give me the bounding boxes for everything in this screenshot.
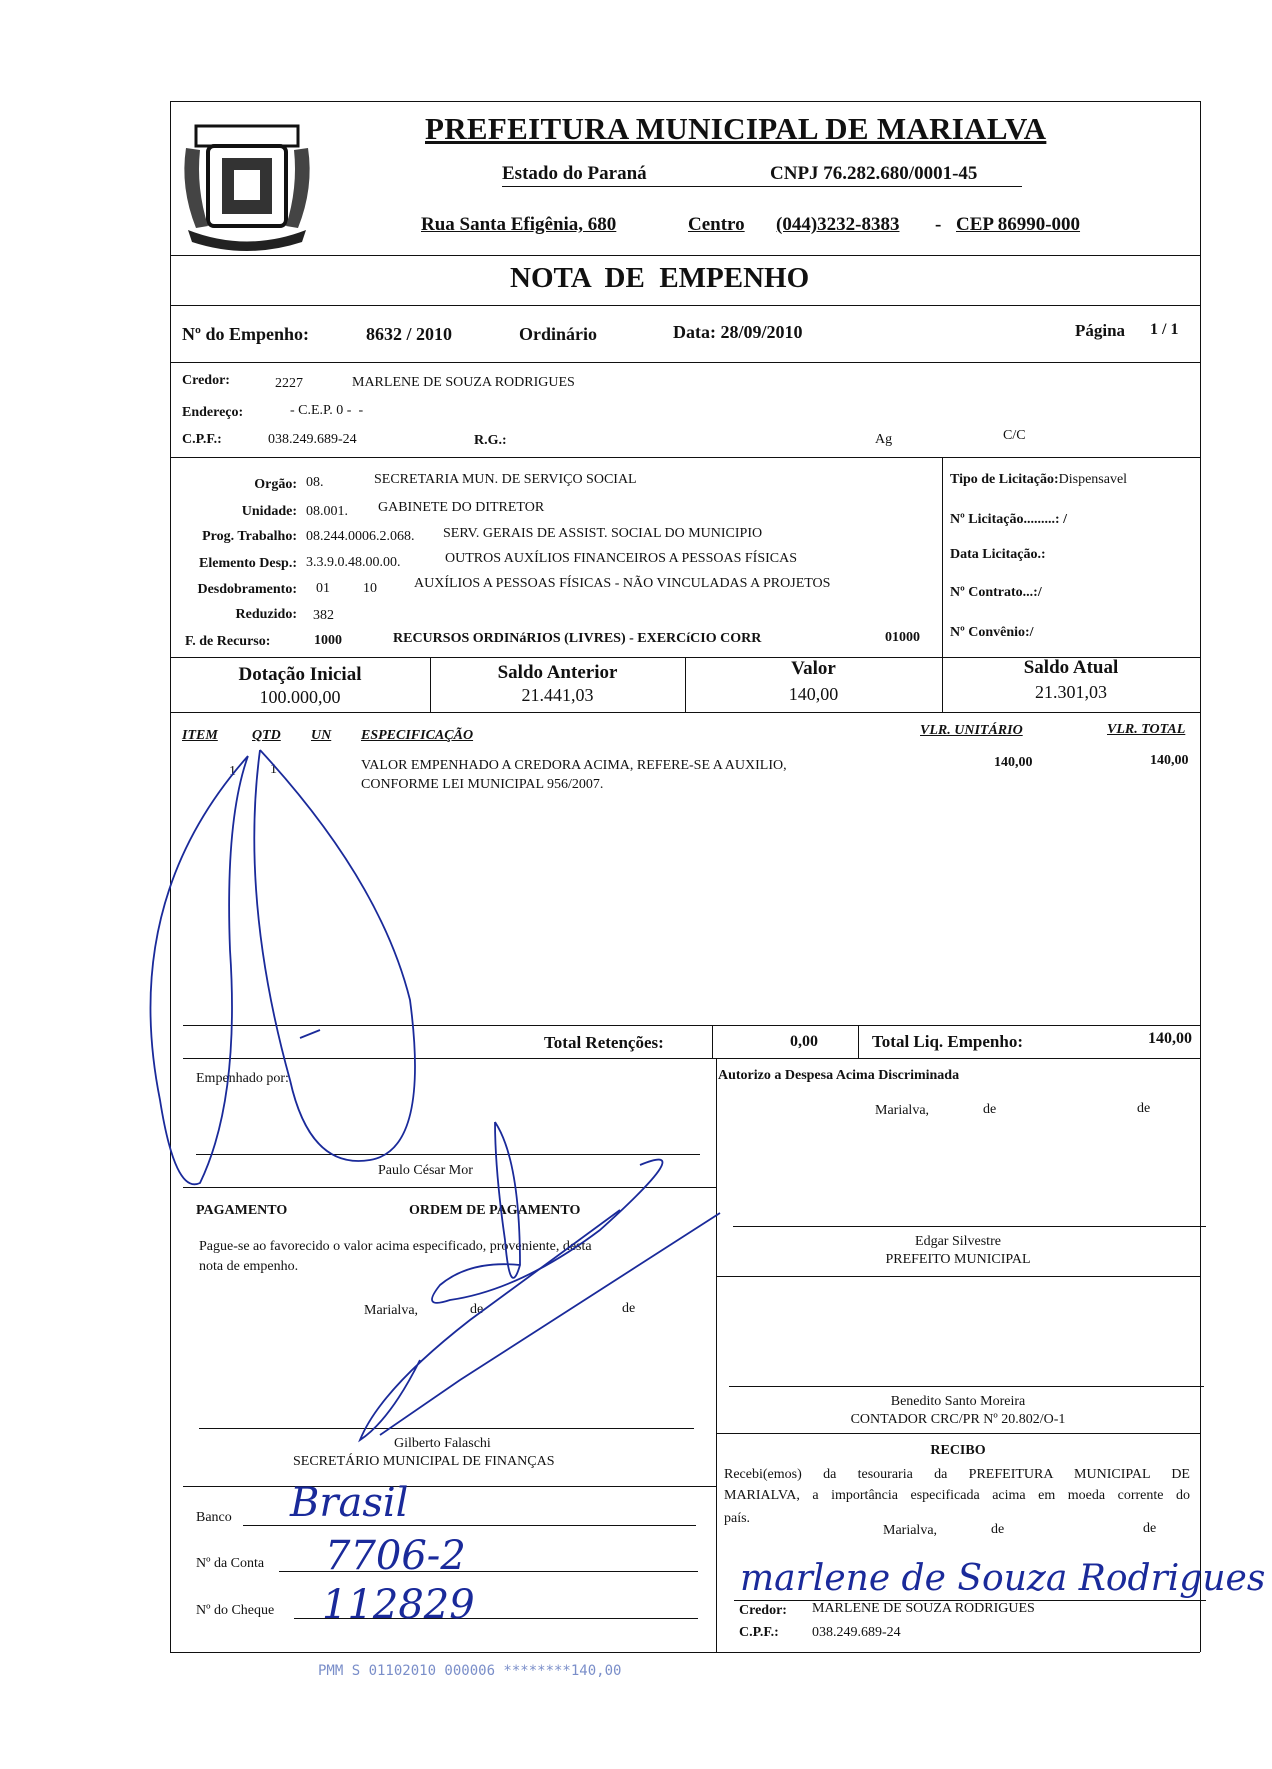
empenhado-label: Empenhado por: bbox=[196, 1071, 289, 1086]
contador-nome: Benedito Santo Moreira bbox=[890, 1394, 1026, 1409]
unidade-label: Unidade: bbox=[241, 504, 297, 519]
recibo-cpf-label: C.P.F.: bbox=[739, 1625, 779, 1640]
prog-name: SERV. GERAIS DE ASSIST. SOCIAL DO MUNICIPIO bbox=[443, 526, 763, 541]
saldo-atual-label: Saldo Atual bbox=[1023, 657, 1119, 678]
item-total-value: 140,00 bbox=[1150, 753, 1189, 768]
saldo-anterior-label: Saldo Anterior bbox=[497, 662, 618, 683]
header-cnpj: CNPJ 76.282.680/0001-45 bbox=[770, 163, 978, 184]
ag-label: Ag bbox=[875, 432, 893, 447]
banco-value: Brasil bbox=[290, 1480, 409, 1526]
page-label: Página bbox=[1075, 321, 1126, 340]
pagamento-de2: de bbox=[622, 1301, 636, 1316]
credor-name: MARLENE DE SOUZA RODRIGUES bbox=[352, 375, 575, 390]
autorizo-de1: de bbox=[983, 1102, 997, 1117]
banco-label: Banco bbox=[196, 1510, 232, 1525]
cpf-value: 038.249.689-24 bbox=[268, 432, 357, 447]
pagamento-cidade: Marialva, bbox=[364, 1303, 419, 1318]
orgao-label: Orgão: bbox=[254, 477, 297, 492]
numero-licitacao: Nº Licitação.........: / bbox=[950, 512, 1067, 527]
col-item: ITEM bbox=[182, 728, 218, 743]
prefeito-cargo: PREFEITO MUNICIPAL bbox=[885, 1252, 1031, 1267]
recibo-texto-3: país. bbox=[724, 1511, 751, 1526]
autorizo-de2: de bbox=[1137, 1101, 1151, 1116]
item-espec-line2: CONFORME LEI MUNICIPAL 956/2007. bbox=[361, 777, 604, 792]
autorizo-label: Autorizo a Despesa Acima Discriminada bbox=[718, 1068, 960, 1083]
fonte-name: RECURSOS ORDINáRIOS (LIVRES) - EXERCíCIO CORR bbox=[393, 631, 762, 646]
prefeito-nome: Edgar Silvestre bbox=[915, 1234, 1001, 1249]
recibo-texto-2: MARIALVA, a importância especificada acima em moeda corrente do bbox=[724, 1488, 1190, 1503]
col-un: UN bbox=[311, 728, 332, 743]
conta-value: 7706-2 bbox=[325, 1533, 466, 1579]
desdobramento-label: Desdobramento: bbox=[197, 582, 297, 597]
col-valor-unitario: VLR. UNITÁRIO bbox=[920, 723, 1023, 738]
orgao-code: 08. bbox=[306, 475, 324, 490]
header-cep: CEP 86990-000 bbox=[956, 214, 1081, 235]
retencoes-value: 0,00 bbox=[790, 1033, 818, 1050]
cheque-label: Nº do Cheque bbox=[196, 1603, 275, 1618]
elemento-code: 3.3.9.0.48.00.00. bbox=[306, 555, 401, 570]
empenho-type: Ordinário bbox=[519, 324, 598, 344]
conta-label: Nº da Conta bbox=[196, 1556, 265, 1571]
fonte-code: 1000 bbox=[314, 633, 342, 648]
unidade-name: GABINETE DO DITRETOR bbox=[378, 500, 545, 515]
fonte-number: 01000 bbox=[885, 630, 920, 645]
empenhado-nome: Paulo César Mor bbox=[378, 1163, 473, 1178]
empenho-number: 8632 / 2010 bbox=[366, 324, 453, 344]
pagamento-texto-2: nota de empenho. bbox=[199, 1259, 299, 1274]
recibo-credor-label: Credor: bbox=[739, 1603, 787, 1618]
recibo-assinatura: marlene de Souza Rodrigues bbox=[740, 1558, 1266, 1599]
autorizo-cidade: Marialva, bbox=[875, 1103, 930, 1118]
contador-cargo: CONTADOR CRC/PR Nº 20.802/O-1 bbox=[850, 1412, 1066, 1427]
data-licitacao: Data Licitação.: bbox=[950, 547, 1046, 562]
saldo-anterior-value: 21.441,03 bbox=[521, 685, 594, 705]
pagamento-de1: de bbox=[470, 1302, 484, 1317]
prog-code: 08.244.0006.2.068. bbox=[306, 529, 415, 544]
valor-label: Valor bbox=[791, 658, 836, 679]
page-number: 1 / 1 bbox=[1150, 321, 1179, 338]
cheque-value: 112829 bbox=[322, 1582, 475, 1628]
recibo-de2: de bbox=[1143, 1521, 1157, 1536]
numero-contrato: Nº Contrato...:/ bbox=[950, 585, 1042, 600]
col-valor-total: VLR. TOTAL bbox=[1107, 722, 1186, 737]
reduzido-value: 382 bbox=[313, 608, 334, 623]
cpf-label: C.P.F.: bbox=[182, 432, 222, 447]
liquido-label: Total Liq. Empenho: bbox=[872, 1032, 1023, 1051]
recibo-label: RECIBO bbox=[930, 1443, 986, 1458]
dotacao-label: Dotação Inicial bbox=[238, 664, 362, 685]
recibo-de1: de bbox=[991, 1522, 1005, 1537]
liquido-value: 140,00 bbox=[1148, 1030, 1192, 1047]
saldo-atual-value: 21.301,03 bbox=[1035, 682, 1107, 702]
tipo-licitacao: Tipo de Licitação:Dispensavel bbox=[950, 472, 1128, 487]
numero-convenio: Nº Convênio:/ bbox=[950, 625, 1034, 640]
col-especificacao: ESPECIFICAÇÃO bbox=[361, 728, 474, 743]
header-title: PREFEITURA MUNICIPAL DE MARIALVA bbox=[425, 111, 1047, 146]
fonte-label: F. de Recurso: bbox=[185, 634, 271, 649]
credor-code: 2227 bbox=[275, 376, 303, 391]
rg-label: R.G.: bbox=[474, 433, 507, 448]
desdobramento-a: 01 bbox=[316, 581, 330, 596]
recibo-cidade: Marialva, bbox=[883, 1523, 938, 1538]
recibo-texto-1: Recebi(emos) da tesouraria da PREFEITURA MUNICIPAL DE bbox=[724, 1467, 1190, 1482]
pagamento-label: PAGAMENTO bbox=[196, 1203, 288, 1218]
item-qtd: 1 bbox=[270, 762, 277, 777]
header-centro: Centro bbox=[688, 214, 745, 235]
elemento-label: Elemento Desp.: bbox=[199, 556, 297, 571]
header-estado: Estado do Paraná bbox=[502, 163, 647, 184]
recibo-credor: MARLENE DE SOUZA RODRIGUES bbox=[812, 1601, 1035, 1616]
empenho-number-label: Nº do Empenho: bbox=[182, 324, 309, 344]
cc-label: C/C bbox=[1003, 428, 1026, 443]
header-dash: - bbox=[935, 214, 942, 235]
col-qtd: QTD bbox=[252, 728, 281, 743]
elemento-name: OUTROS AUXÍLIOS FINANCEIROS A PESSOAS FÍSICAS bbox=[445, 551, 798, 566]
orgao-name: SECRETARIA MUN. DE SERVIÇO SOCIAL bbox=[374, 472, 637, 487]
item-espec-line1: VALOR EMPENHADO A CREDORA ACIMA, REFERE-SE A AUXILIO, bbox=[361, 758, 787, 773]
secretario-cargo: SECRETÁRIO MUNICIPAL DE FINANÇAS bbox=[293, 1454, 555, 1469]
ordem-pagamento-label: ORDEM DE PAGAMENTO bbox=[409, 1203, 581, 1218]
unidade-code: 08.001. bbox=[306, 504, 348, 519]
empenho-date: Data: 28/09/2010 bbox=[673, 322, 803, 342]
item-number: 1 bbox=[229, 764, 236, 779]
endereco-value: - C.E.P. 0 - - bbox=[290, 403, 364, 418]
header-telefone: (044)3232-8383 bbox=[776, 214, 900, 235]
valor-value: 140,00 bbox=[788, 684, 839, 704]
document-title: NOTA DE EMPENHO bbox=[510, 262, 810, 294]
credor-label: Credor: bbox=[182, 373, 230, 388]
desdobramento-name: AUXÍLIOS A PESSOAS FÍSICAS - NÃO VINCULADAS A PROJETOS bbox=[414, 576, 831, 591]
secretario-nome: Gilberto Falaschi bbox=[394, 1436, 491, 1451]
municipal-crest bbox=[178, 118, 316, 256]
recibo-cpf: 038.249.689-24 bbox=[812, 1625, 901, 1640]
desdobramento-b: 10 bbox=[363, 581, 377, 596]
endereco-label: Endereço: bbox=[182, 405, 244, 420]
header-rua: Rua Santa Efigênia, 680 bbox=[421, 214, 617, 235]
prog-label: Prog. Trabalho: bbox=[202, 529, 297, 544]
item-unit-value: 140,00 bbox=[994, 755, 1033, 770]
pagamento-texto-1: Pague-se ao favorecido o valor acima especificado, proveniente, desta bbox=[199, 1239, 592, 1254]
reduzido-label: Reduzido: bbox=[235, 607, 297, 622]
carimbo-mecanico: PMM S 01102010 000006 ********140,00 bbox=[318, 1663, 622, 1679]
retencoes-label: Total Retenções: bbox=[544, 1033, 664, 1052]
dotacao-value: 100.000,00 bbox=[259, 687, 341, 707]
